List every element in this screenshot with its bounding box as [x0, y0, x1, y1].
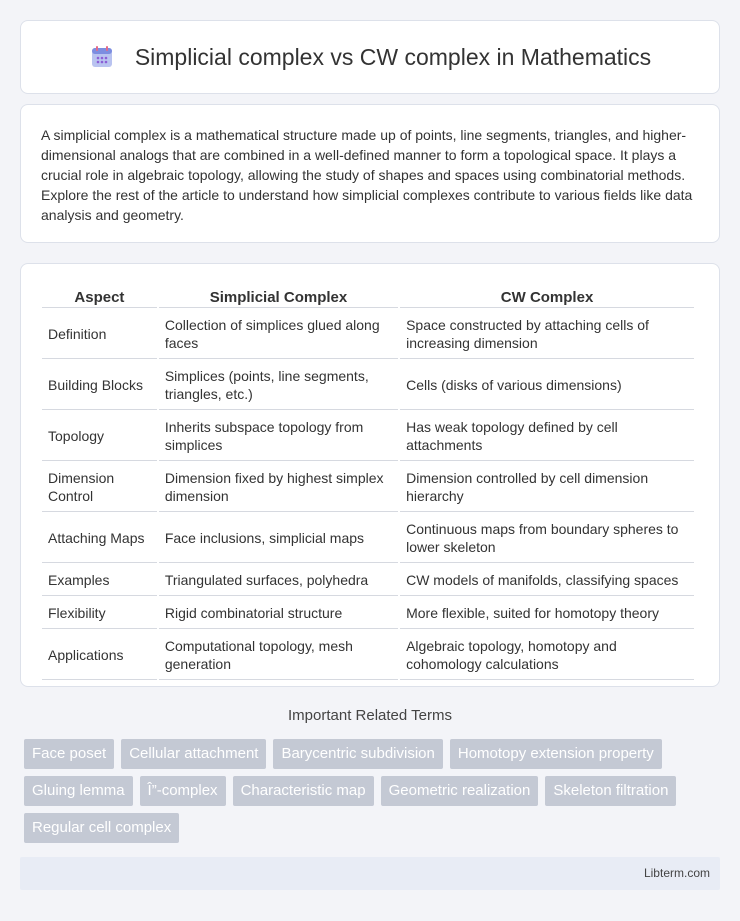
table-cell-cw: Continuous maps from boundary spheres to lower skeleton [400, 514, 694, 563]
table-cell-simplicial: Dimension fixed by highest simplex dimension [159, 463, 398, 512]
table-cell-cw: Cells (disks of various dimensions) [400, 361, 694, 410]
related-term-tag[interactable]: Regular cell complex [24, 813, 179, 843]
table-row [42, 565, 694, 596]
table-cell-simplicial: Computational topology, mesh generation [159, 631, 398, 680]
table-row [42, 463, 694, 512]
column-header-cw: CW Complex [400, 286, 694, 308]
related-term-tag[interactable]: Characteristic map [233, 776, 374, 806]
table-cell-cw: CW models of manifolds, classifying spaces [400, 565, 694, 596]
column-header-simplicial: Simplicial Complex [159, 286, 398, 308]
related-term-tag[interactable]: Homotopy extension property [450, 739, 662, 769]
table-cell-aspect: Building Blocks [42, 361, 157, 410]
column-header-aspect: Aspect [42, 286, 157, 308]
footer [20, 857, 720, 890]
table-cell-simplicial: Simplices (points, line segments, triangles, etc.) [159, 361, 398, 410]
table-cell-aspect: Topology [42, 412, 157, 461]
header-card [20, 20, 720, 94]
related-terms-title: Important Related Terms [288, 707, 452, 724]
table-cell-aspect: Definition [42, 310, 157, 359]
related-term-tag[interactable]: Skeleton filtration [545, 776, 676, 806]
table-cell-aspect: Dimension Control [42, 463, 157, 512]
table-cell-aspect: Attaching Maps [42, 514, 157, 563]
intro-card [20, 104, 720, 243]
related-term-tag[interactable]: Cellular attachment [121, 739, 266, 769]
comparison-table [40, 284, 696, 682]
table-row [42, 310, 694, 359]
page-title: Simplicial complex vs CW complex in Mathematics [134, 43, 652, 70]
table-row [42, 514, 694, 563]
table-cell-aspect: Flexibility [42, 598, 157, 629]
intro-text: A simplicial complex is a mathematical structure made up of points, line segments, triangles, and higher-dimensional analogs that are combined in a well-defined manner to form a topological space. It plays a crucial role in algebraic topology, allowing the study of shapes and spaces using combinatorial methods. Explore the rest of the article to understand how simplicial complexes contribute to various fields like data analysis and geometry. [41, 127, 693, 223]
table-row [42, 412, 694, 461]
table-row [42, 361, 694, 410]
table-header-row [42, 286, 694, 308]
table-cell-cw: Algebraic topology, homotopy and cohomology calculations [400, 631, 694, 680]
related-term-tag[interactable]: Î”-complex [140, 776, 226, 806]
table-cell-simplicial: Rigid combinatorial structure [159, 598, 398, 629]
related-term-tag[interactable]: Barycentric subdivision [273, 739, 442, 769]
comparison-table-card [20, 263, 720, 687]
table-cell-simplicial: Collection of simplices glued along faces [159, 310, 398, 359]
table-cell-aspect: Examples [42, 565, 157, 596]
table-cell-simplicial: Inherits subspace topology from simplices [159, 412, 398, 461]
table-cell-simplicial: Face inclusions, simplicial maps [159, 514, 398, 563]
table-row [42, 598, 694, 629]
calendar-icon [89, 44, 115, 70]
table-cell-cw: Space constructed by attaching cells of increasing dimension [400, 310, 694, 359]
table-cell-cw: Dimension controlled by cell dimension hierarchy [400, 463, 694, 512]
related-term-tag[interactable]: Geometric realization [381, 776, 539, 806]
table-row [42, 631, 694, 680]
related-term-tag[interactable]: Face poset [24, 739, 114, 769]
table-cell-cw: Has weak topology defined by cell attachments [400, 412, 694, 461]
footer-site-link[interactable]: Libterm.com [643, 866, 710, 880]
table-cell-simplicial: Triangulated surfaces, polyhedra [159, 565, 398, 596]
table-cell-cw: More flexible, suited for homotopy theory [400, 598, 694, 629]
table-cell-aspect: Applications [42, 631, 157, 680]
related-terms-list [24, 739, 724, 843]
related-term-tag[interactable]: Gluing lemma [24, 776, 133, 806]
